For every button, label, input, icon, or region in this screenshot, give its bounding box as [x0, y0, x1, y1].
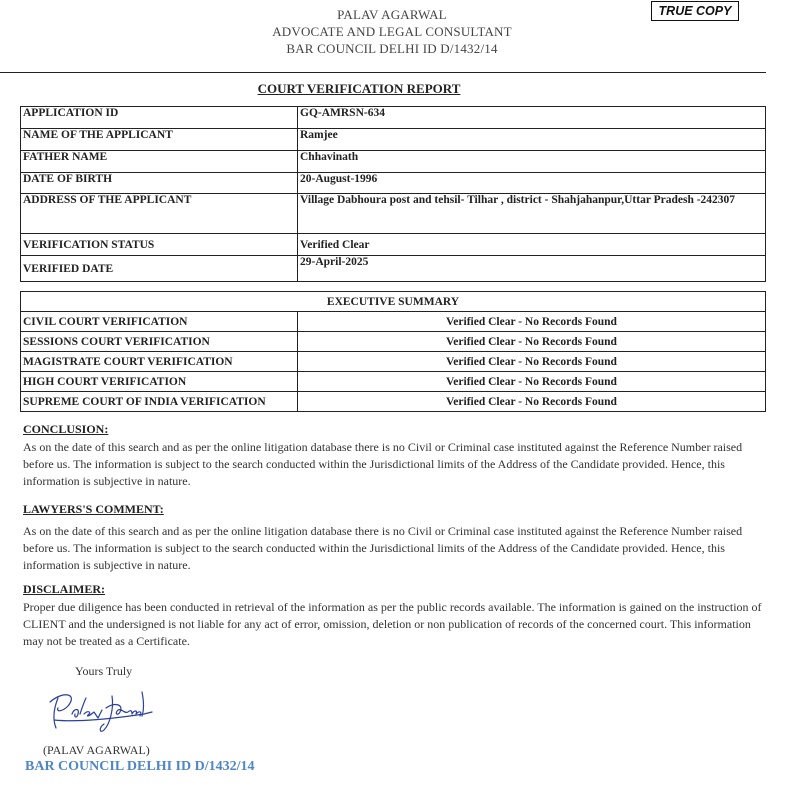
lawyers-comment-heading: LAWYERS'S COMMENT:: [23, 502, 164, 516]
report-title: COURT VERIFICATION REPORT: [257, 81, 461, 96]
table-row: [21, 256, 766, 282]
row-value: GQ-AMRSN-634: [298, 107, 766, 129]
row-label: MAGISTRATE COURT VERIFICATION: [21, 352, 298, 372]
row-value: Chhavinath: [298, 151, 766, 173]
conclusion-text: As on the date of this search and as per the online litigation database there is no Civil or Criminal case instituted against the Reference Number raised before us. The information is subject to the search conducted within the Jurisdictional limits of the Address of the Candidate provided. Hence, this information is subjective in nature.: [23, 440, 743, 488]
row-label: SESSIONS COURT VERIFICATION: [21, 332, 298, 352]
table-row: [21, 332, 766, 352]
table-header-row: [21, 292, 766, 312]
lawyers-comment-text: As on the date of this search and as per the online litigation database there is no Civil or Criminal case instituted against the Reference Number raised before us. The information is subject to the search conducted within the Jurisdictional limits of the Address of the Candidate provided. Hence, this information is subjective in nature.: [23, 524, 743, 572]
row-label: ADDRESS OF THE APPLICANT: [21, 194, 298, 234]
row-label: DATE OF BIRTH: [21, 173, 298, 194]
row-label: HIGH COURT VERIFICATION: [21, 372, 298, 392]
header-divider: [0, 72, 766, 73]
row-value: Village Dabhoura post and tehsil- Tilhar , district - Shahjahanpur,Uttar Pradesh -242307: [298, 194, 766, 234]
table-row: [21, 352, 766, 372]
row-value: Verified Clear - No Records Found: [298, 392, 766, 412]
signatory-name: (PALAV AGARWAL): [43, 743, 150, 757]
advocate-designation: ADVOCATE AND LEGAL CONSULTANT: [272, 24, 512, 39]
table-row: [21, 234, 766, 256]
applicant-details-table: [20, 106, 766, 282]
table-row: [21, 312, 766, 332]
conclusion-heading: CONCLUSION:: [23, 422, 109, 436]
table-row: [21, 392, 766, 412]
row-value: Verified Clear - No Records Found: [298, 332, 766, 352]
table-row: [21, 372, 766, 392]
table-row: [21, 151, 766, 173]
closing-line: Yours Truly: [75, 664, 133, 678]
table-row: [21, 129, 766, 151]
row-label: VERIFIED DATE: [21, 256, 298, 282]
row-label: APPLICATION ID: [21, 107, 298, 129]
footer-council-id: BAR COUNCIL DELHI ID D/1432/14: [25, 759, 255, 774]
row-value: Ramjee: [298, 129, 766, 151]
row-value: Verified Clear - No Records Found: [298, 312, 766, 332]
signature-image: [44, 684, 156, 736]
row-label: FATHER NAME: [21, 151, 298, 173]
table-row: [21, 107, 766, 129]
row-value: 29-April-2025: [298, 256, 766, 282]
disclaimer-heading: DISCLAIMER:: [23, 582, 106, 596]
advocate-name: PALAV AGARWAL: [337, 7, 447, 22]
row-label: NAME OF THE APPLICANT: [21, 129, 298, 151]
row-label: SUPREME COURT OF INDIA VERIFICATION: [21, 392, 298, 412]
table-row: [21, 194, 766, 234]
true-copy-stamp: TRUE COPY: [651, 1, 739, 21]
header-council-id: BAR COUNCIL DELHI ID D/1432/14: [286, 41, 498, 56]
disclaimer-text: Proper due diligence has been conducted in retrieval of the information as per the public records available. The information is gained on the instruction of CLIENT and the undersigned is not liable for any act of error, omission, deletion or non publication of records of the concerned court. This information may not be treated as a Certificate.: [23, 600, 762, 648]
row-value: 20-August-1996: [298, 173, 766, 194]
row-value: Verified Clear: [298, 234, 766, 256]
row-value: Verified Clear - No Records Found: [298, 372, 766, 392]
summary-heading: EXECUTIVE SUMMARY: [21, 292, 766, 312]
table-row: [21, 173, 766, 194]
row-label: VERIFICATION STATUS: [21, 234, 298, 256]
row-value: Verified Clear - No Records Found: [298, 352, 766, 372]
executive-summary-table: [20, 291, 766, 412]
row-label: CIVIL COURT VERIFICATION: [21, 312, 298, 332]
